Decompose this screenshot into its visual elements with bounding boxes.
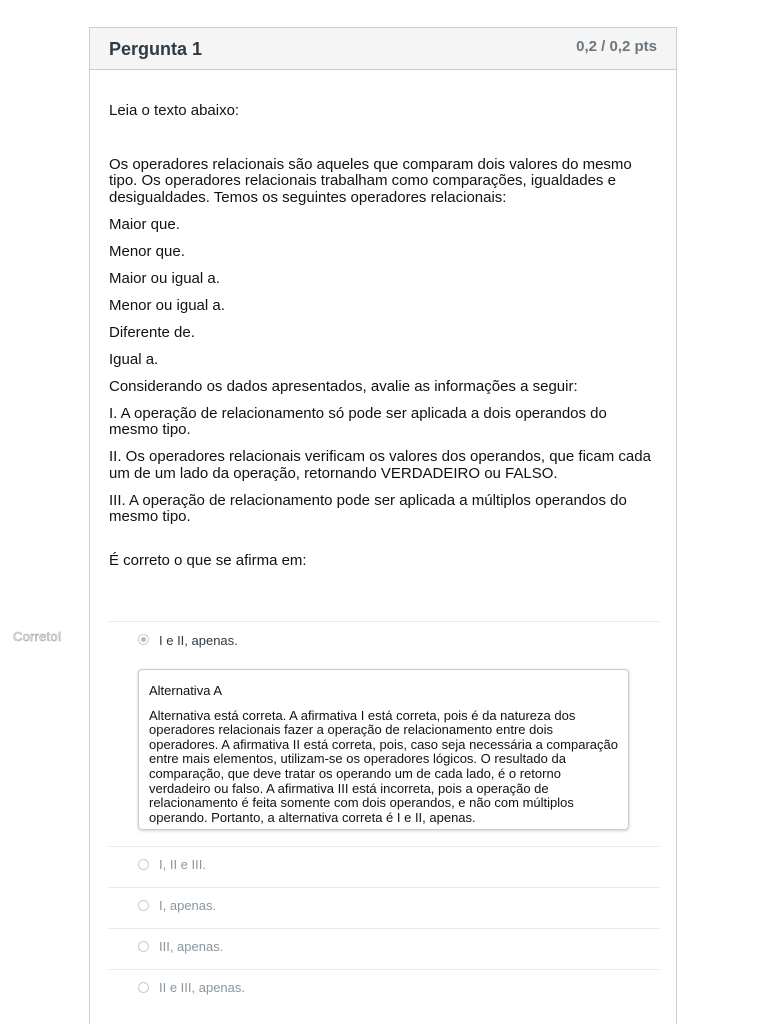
answer-option[interactable] (109, 887, 659, 928)
operator-item: Igual a. (109, 350, 159, 368)
answer-row[interactable] (109, 888, 659, 928)
question-title: Pergunta 1 (109, 39, 203, 59)
answer-label: I e II, apenas. (159, 633, 238, 648)
radio-icon[interactable] (138, 859, 149, 870)
answer-label: III, apenas. (159, 939, 224, 955)
statement-1: I. A operação de relacionamento só pode ser aplicada a dois operandos do mesmo tipo. (109, 404, 607, 438)
description-paragraph: Os operadores relacionais são aqueles que comparam dois valores do mesmo tipo. Os operadores relacionais trabalham como comparações, igualdades e desigualdades. Temos os seguintes operadores relacionais: (109, 155, 632, 206)
operator-item: Menor que. (109, 242, 185, 260)
answer-label: I, apenas. (159, 898, 217, 914)
answer-option[interactable] (109, 969, 659, 1010)
answer-list (109, 621, 659, 1010)
operator-item: Maior que. (109, 215, 180, 233)
answer-option[interactable] (109, 621, 659, 830)
feedback-text: Alternativa está correta. A afirmativa I está correta, pois é da natureza dos operadores relacionais fazer a operação de relacionamento entre dois operadores. A afirmativa II está correta, pois, caso seja necessária a comparação entre mais elementos, utilizam-se os operadores lógicos. O resultado da comparação, que deve tratar os operando um de cada lado, é o retorno verdadeiro ou falso. A afirmativa III está incorreta, pois a operação de relacionamento é feita somente com dois operandos, e não com múltiplos operando. Portanto, a alternativa correta é I e II, apenas. (149, 707, 618, 825)
question-card (89, 27, 677, 1024)
statement-2: II. Os operadores relacionais verificam os valores dos operandos, que ficam cada um de um lado da operação, retornando VERDADEIRO ou FALSO. (109, 448, 651, 482)
answer-row[interactable] (109, 847, 659, 887)
operator-item: Maior ou igual a. (109, 269, 220, 287)
question-points: 0,2 / 0,2 pts (576, 38, 657, 55)
question-prompt: É correto o que se afirma em: (109, 551, 307, 569)
answer-row[interactable] (109, 929, 659, 969)
answer-row[interactable] (109, 970, 659, 1010)
statement-3: III. A operação de relacionamento pode ser aplicada a múltiplos operandos do mesmo tipo. (109, 491, 627, 525)
considering-text: Considerando os dados apresentados, avalie as informações a seguir: (109, 377, 578, 395)
answer-feedback (138, 669, 629, 830)
radio-selected-icon[interactable] (138, 634, 149, 645)
answer-option[interactable] (109, 928, 659, 969)
radio-icon[interactable] (138, 982, 149, 993)
answer-option[interactable] (109, 846, 659, 887)
operator-item: Diferente de. (109, 323, 195, 341)
question-header (90, 28, 676, 70)
operator-item: Menor ou igual a. (109, 296, 225, 314)
radio-icon[interactable] (138, 941, 149, 952)
radio-icon[interactable] (138, 900, 149, 911)
feedback-title: Alternativa A (149, 683, 222, 698)
answer-row[interactable] (109, 622, 659, 667)
question-text (109, 103, 658, 580)
intro-text: Leia o texto abaixo: (109, 102, 240, 119)
answer-label: I, II e III. (159, 857, 206, 873)
correct-answer-tag: Correto! (13, 629, 62, 644)
answer-label: II e III, apenas. (159, 980, 245, 996)
